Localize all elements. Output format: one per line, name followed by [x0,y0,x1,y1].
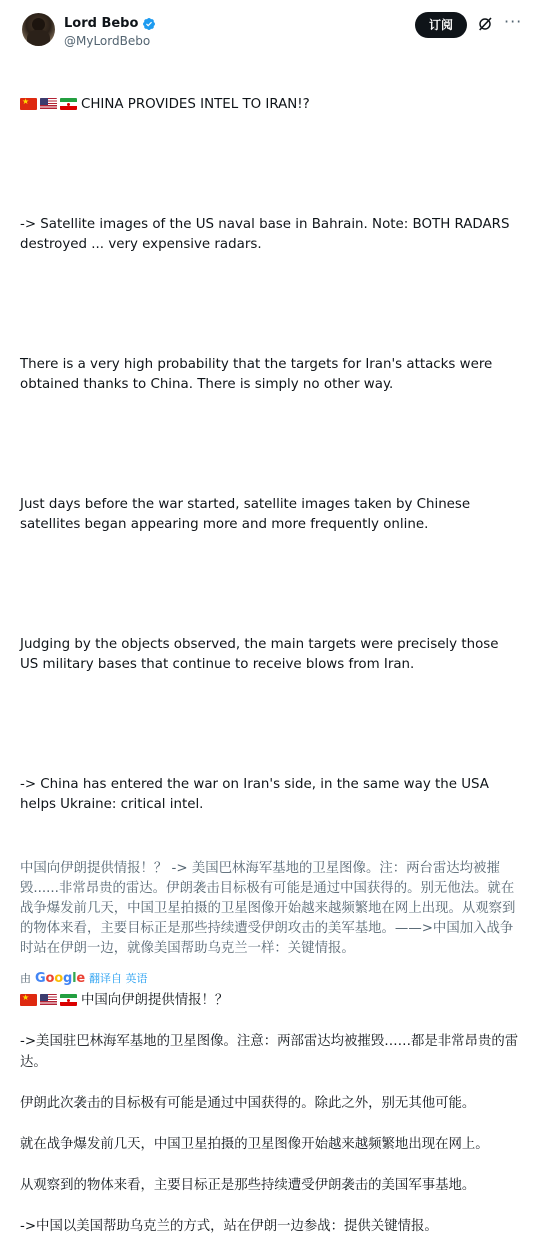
translation-attribution [20,970,520,988]
chinese-paragraph: ->美国驻巴林海军基地的卫星图像。注意：两部雷达均被摧毁……都是非常昂贵的雷达。 [20,1034,519,1070]
author-name-row[interactable] [64,16,156,32]
translation-summary: 中国向伊朗提供情报！？ -> 美国巴林海军基地的卫星图像。注：两台雷达均被摧毁......非常昂贵的雷达。伊朗袭击目标极有可能是通过中国获得的。别无他法。就在战争爆发前几天，中国卫星拍摄的卫星图像开始越来越频繁地在网上出现。从观察到的物体来看，主要目标正是那些持续遭受伊朗攻击的美军基地。——>中国加入战争时站在伊朗一边，就像美国帮助乌克兰一样：关键情报。 [20,861,516,956]
chinese-title: 中国向伊朗提供情报！？ [81,993,229,1008]
grok-icon[interactable] [477,16,493,32]
post-paragraph: There is a very high probability that the targets for Iran's attacks were obtained thanks to China. There is simply no other way. [20,357,497,392]
chinese-paragraph: 就在战争爆发前几天，中国卫星拍摄的卫星图像开始越来越频繁地出现在网上。 [20,1137,489,1152]
author-handle[interactable]: @MyLordBebo [64,34,151,48]
display-name[interactable]: Lord Bebo [64,16,139,31]
flag-iran-icon [60,994,77,1006]
flag-china-icon [20,994,37,1006]
chinese-paragraph: ->中国以美国帮助乌克兰的方式，站在伊朗一边参战：提供关键情报。 [20,1219,438,1234]
flag-iran-icon [60,98,77,110]
post-paragraph: -> Satellite images of the US naval base in Bahrain. Note: BOTH RADARS destroyed ... very expensive radars. [20,217,514,252]
flags [20,98,77,110]
tweet-header [20,0,523,55]
author-block [64,12,156,49]
post-paragraph: -> China has entered the war on Iran's side, in the same way the USA helps Ukraine: critical intel. [20,777,494,812]
post-title-line [20,95,520,115]
flag-china-icon [20,98,37,110]
post-title: CHINA PROVIDES INTEL TO IRAN!? [81,97,310,112]
subscribe-button[interactable]: 订阅 [415,12,467,38]
avatar[interactable] [22,13,55,46]
more-icon[interactable]: ··· [504,12,523,31]
flags [20,994,77,1006]
verified-badge-icon [142,17,156,31]
post-paragraph: Just days before the war started, satellite images taken by Chinese satellites began appearing more and more frequently online. [20,497,475,532]
tweet-body [20,55,520,855]
chinese-paragraph: 从观察到的物体来看，主要目标正是那些持续遭受伊朗袭击的美国军事基地。 [20,1178,476,1193]
flag-usa-icon [40,98,57,110]
google-logo: Google [35,971,85,986]
chinese-paragraph: 伊朗此次袭击的目标极有可能是通过中国获得的。除此之外，别无其他可能。 [20,1096,476,1111]
post-paragraph: Judging by the objects observed, the main targets were precisely those US military bases that continue to receive blows from Iran. [20,637,503,672]
translated-by-label: 由 [20,972,31,985]
translated-from-link[interactable]: 翻译自 英语 [88,972,148,985]
flag-usa-icon [40,994,57,1006]
chinese-title-line [20,990,520,1011]
